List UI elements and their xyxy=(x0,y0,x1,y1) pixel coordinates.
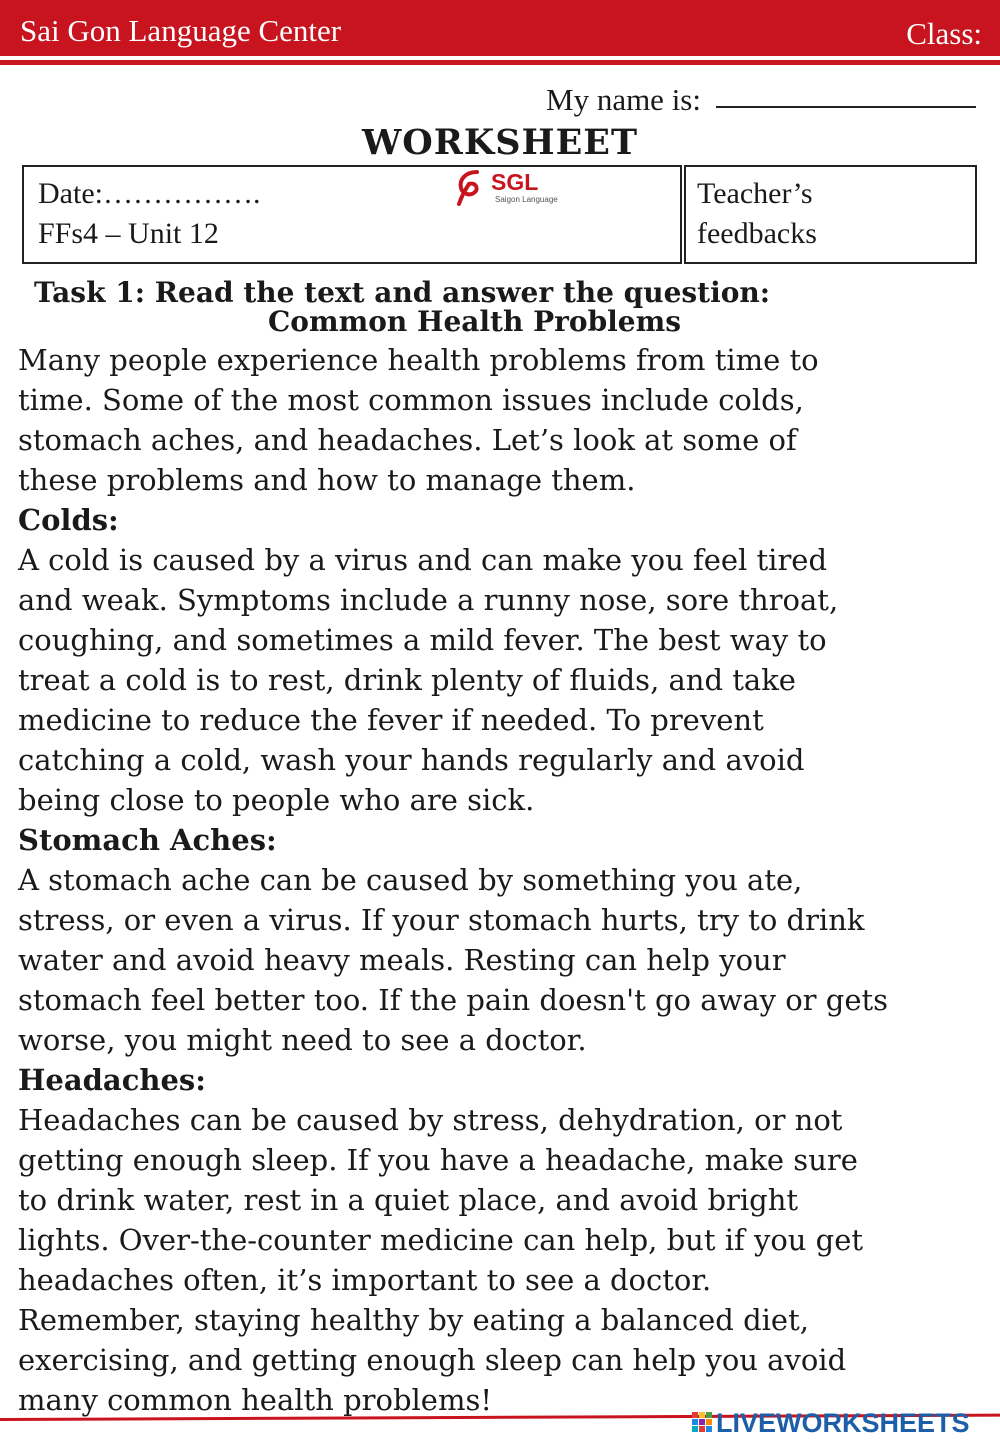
name-input-line[interactable] xyxy=(716,106,976,108)
unit-label: FFs4 – Unit 12 xyxy=(38,217,219,250)
text-line: these problems and how to manage them. xyxy=(18,463,636,497)
colds-paragraph xyxy=(18,540,993,820)
text-line: coughing, and sometimes a mild fever. The best way to xyxy=(18,623,827,657)
text-line: treat a cold is to rest, drink plenty of fluids, and take xyxy=(18,663,796,697)
text-line: worse, you might need to see a doctor. xyxy=(18,1023,587,1057)
sgl-logo-subtitle: Saigon Language xyxy=(495,195,558,204)
intro-paragraph xyxy=(18,340,993,500)
liveworksheets-logo-icon xyxy=(692,1412,712,1434)
reading-passage xyxy=(18,340,993,1420)
text-line: Many people experience health problems from time to xyxy=(18,343,819,377)
text-line: A stomach ache can be caused by something you ate, xyxy=(18,863,803,897)
text-line: to drink water, rest in a quiet place, and avoid bright xyxy=(18,1183,799,1217)
text-line: headaches often, it’s important to see a doctor. xyxy=(18,1263,712,1297)
text-line: medicine to reduce the fever if needed. To prevent xyxy=(18,703,764,737)
sgl-logo-icon xyxy=(455,168,489,208)
text-line: lights. Over-the-counter medicine can help, but if you get xyxy=(18,1223,864,1257)
text-line: Headaches can be caused by stress, dehydration, or not xyxy=(18,1103,843,1137)
headaches-paragraph xyxy=(18,1100,993,1420)
stomach-heading: Stomach Aches: xyxy=(18,823,277,857)
text-line: and weak. Symptoms include a runny nose, sore throat, xyxy=(18,583,839,617)
text-line: exercising, and getting enough sleep can help you avoid xyxy=(18,1343,847,1377)
center-name: Sai Gon Language Center xyxy=(20,13,342,48)
text-line: catching a cold, wash your hands regularly and avoid xyxy=(18,743,805,777)
text-line: Remember, staying healthy by eating a balanced diet, xyxy=(18,1303,809,1337)
text-line: A cold is caused by a virus and can make you feel tired xyxy=(18,543,828,577)
class-label: Class: xyxy=(906,16,982,51)
text-line: stomach feel better too. If the pain doesn't go away or gets xyxy=(18,983,889,1017)
text-line: many common health problems! xyxy=(18,1383,492,1417)
task-heading: Task 1: Read the text and answer the question: xyxy=(34,276,771,309)
sgl-logo xyxy=(455,168,565,208)
feedback-label-line1: Teacher’s xyxy=(697,177,813,210)
sgl-logo-text: SGL xyxy=(491,169,539,195)
text-line: being close to people who are sick. xyxy=(18,783,535,817)
reading-title: Common Health Problems xyxy=(268,305,681,338)
text-line: getting enough sleep. If you have a headache, make sure xyxy=(18,1143,858,1177)
text-line: time. Some of the most common issues include colds, xyxy=(18,383,804,417)
text-line: stomach aches, and headaches. Let’s look at some of xyxy=(18,423,797,457)
text-line: stress, or even a virus. If your stomach hurts, try to drink xyxy=(18,903,865,937)
feedback-label-line2: feedbacks xyxy=(697,217,817,250)
text-line: water and avoid heavy meals. Resting can help your xyxy=(18,943,786,977)
name-label: My name is: xyxy=(546,82,701,117)
header-divider xyxy=(0,60,1000,65)
date-label: Date:……………. xyxy=(38,177,261,210)
headaches-heading: Headaches: xyxy=(18,1063,206,1097)
page-title: WORKSHEET xyxy=(361,122,639,163)
colds-heading: Colds: xyxy=(18,503,119,537)
stomach-paragraph xyxy=(18,860,993,1060)
liveworksheets-brand: LIVEWORKSHEETS xyxy=(716,1408,970,1438)
